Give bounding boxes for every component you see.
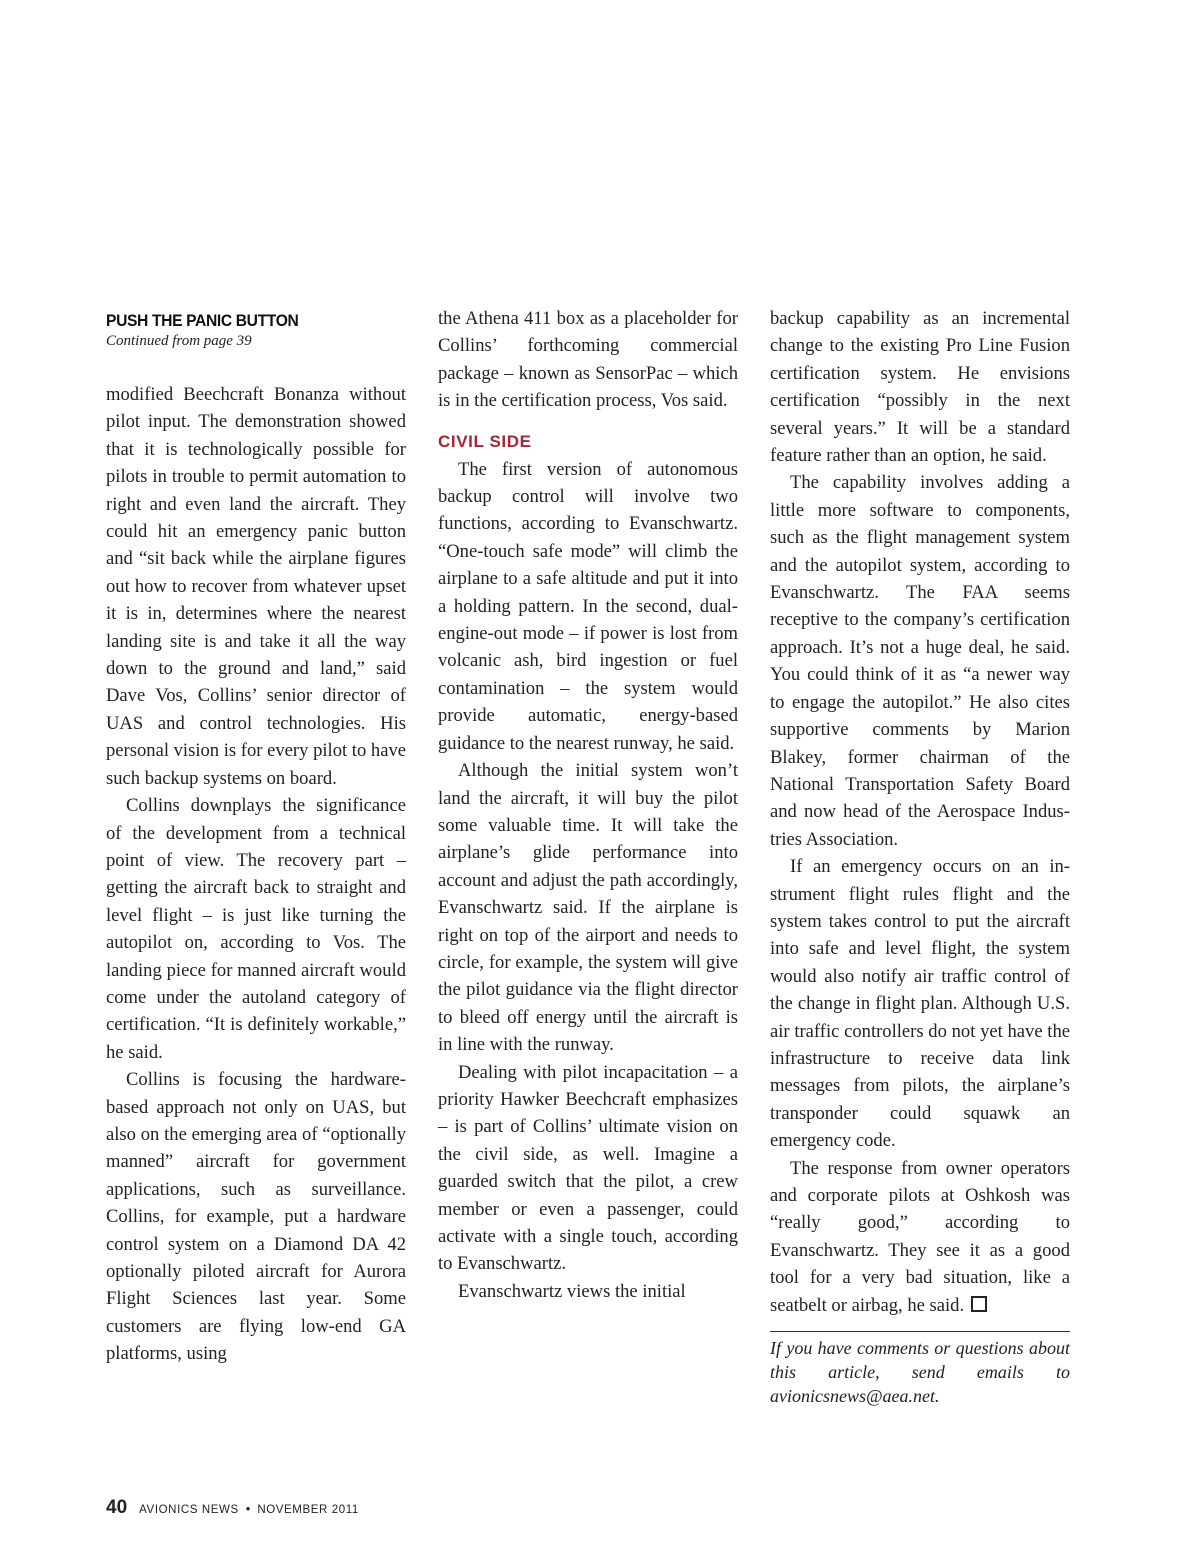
body-paragraph: The first version of autonomous backup control will involve two functions, according to Evanschwartz. “One-touch safe mode” will climb the airplane to a safe altitude and put it into a holding pattern. In the second, dual-engine-out mode – if power is lost from volcanic ash, bird ingestion or fuel contamination – the system would provide automatic, energy-based guidance to the nearest runway, he said. [438,458,738,754]
page-footer [106,1497,359,1519]
column-2 [438,305,738,1305]
body-paragraph: Evanschwartz views the initial [458,1280,686,1302]
body-paragraph: Dealing with pilot incapacitation – a priority Hawker Beechcraft emphasizes – is part of Collins’ ultimate vision on the civil side, as well. Imagine a guarded switch that the pilot, a crew member or even a passenger, could activate with a single touch, according to Evanschwartz. [438,1061,738,1275]
page-number: 40 [106,1497,128,1518]
issue-date: NOVEMBER 2011 [257,1504,359,1516]
comments-note: If you have comments or questions about this article, send emails to avionicsnews@aea.net. [770,1338,1070,1407]
subheading-civil-side: CIVIL SIDE [438,431,532,451]
body-paragraph: the Athena 411 box as a placeholder for Collins’ forthcoming commercial package – known as SensorPac – which is in the certification process, Vos said. [438,308,738,412]
section-kicker: PUSH THE PANIC BUTTON [106,311,299,330]
body-paragraph: Collins downplays the significance of the development from a technical point of view. The recovery part – getting the aircraft back to straight and level flight – is just like turning the autopilot on, according to Vos. The landing piece for manned aircraft would come under the autoland category of certification. “It is definitely workable,” he said. [106,795,406,1063]
body-paragraph: The capability involves adding a little more software to components, such as the flight management system and the autopilot system, according to Evanschwartz. The FAA seems receptive to the company’s certification approach. It’s not a huge deal, he said. You could think of it as “a newer way to engage the autopilot.” He also cites supportive comments by Marion Blakey, former chairman of the National Transportation Safety Board and now head of the Aerospace Industries Association. [770,472,1070,850]
body-paragraph: Although the initial system won’t land the aircraft, it will buy the pilot some valuable time. It will take the airplane’s glide performance into account and adjust the path accordingly, Evanschwartz said. If the airplane is right on top of the airport and needs to circle, for example, the system will give the pilot guidance via the flight director to bleed off energy until the aircraft is in line with the runway. [438,760,738,1056]
body-paragraph: backup capability as an incremental change to the existing Pro Line Fusion certification system. He envisions certification “possibly in the next several years.” It will be a standard feature rather than an option, he said. [770,308,1070,467]
body-paragraph-text: The response from owner operators and corporate pilots at Oshkosh was “really good,” according to Evanschwartz. They see it as a good tool for a very bad situation, like a seatbelt or airbag, he said. [770,1157,1070,1316]
column-1 [106,305,406,1368]
column-3 [770,305,1070,1408]
body-paragraph-final [770,1155,1070,1319]
end-of-article-icon [971,1296,987,1312]
body-paragraph: modified Beechcraft Bonanza without pilot input. The demonstration showed that it is technologically possible for pilots in trouble to permit automation to right and even land the aircraft. They could hit an emergency panic button and “sit back while the airplane figures out how to recover from whatever upset it is in, determines where the nearest landing site is and take it all the way down to the ground and land,” said Dave Vos, Collins’ senior director of UAS and control technologies. His personal vision is for every pilot to have such backup systems on board. [106,384,407,789]
continued-from-note: Continued from page 39 [106,333,252,349]
publication-name: AVIONICS NEWS [139,1504,239,1516]
bullet-separator: • [245,1501,251,1516]
body-paragraph: If an emergency occurs on an instrument flight rules flight and the system takes control to put the aircraft into safe and level flight, the system would also notify air traffic control of the change in flight plan. Although U.S. air traffic controllers do not yet have the infrastructure to receive data link messages from pilots, the airplane’s transponder could squawk an emergency code. [770,856,1070,1152]
body-paragraph: Collins is focusing the hardware-based approach not only on UAS, but also on the emerging area of “optionally manned” aircraft for government applications, such as surveillance. Collins, for example, put a hardware control system on a Diamond DA 42 optionally piloted aircraft for Aurora Flight Sciences last year. Some customers are flying low-end GA platforms, using [106,1069,406,1365]
divider [770,1331,1070,1332]
